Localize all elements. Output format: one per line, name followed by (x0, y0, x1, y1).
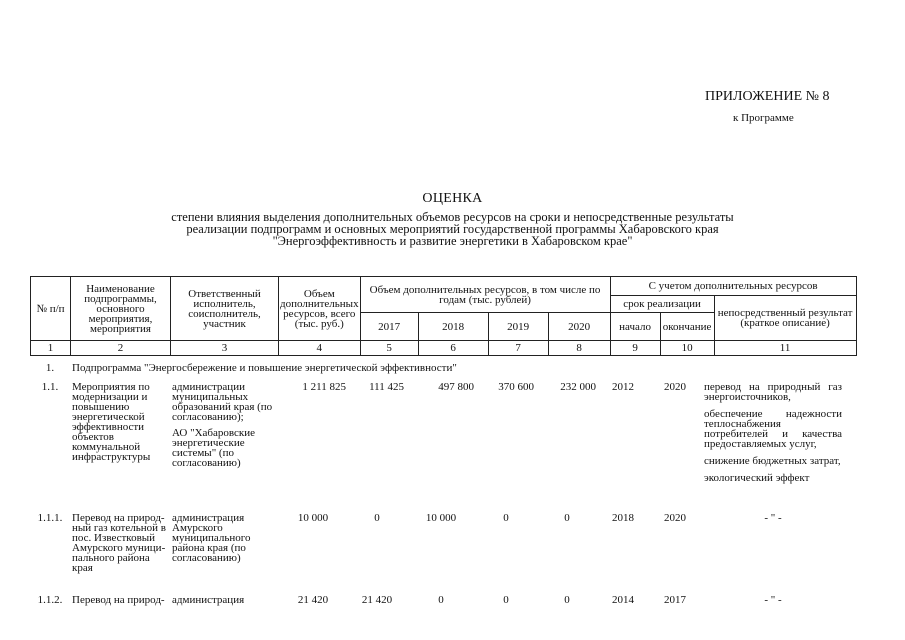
row-start: 2018 (612, 512, 634, 524)
row-start: 2012 (612, 381, 634, 393)
row-total: 1 211 825 (302, 381, 346, 393)
subtitle-line-1: степени влияния выделения дополнительных объемов ресурсов на сроки и непосредственные результаты (171, 210, 734, 224)
header-year-2019: 2019 (488, 313, 548, 341)
col-number: 1 (31, 341, 71, 356)
row-2020: 0 (564, 594, 570, 606)
row-2018: 10 000 (425, 512, 457, 524)
row-2020: 232 000 (560, 381, 596, 393)
col-number: 2 (71, 341, 171, 356)
row-number: 1.1. (41, 381, 59, 393)
header-col-result: непосредственный результат (краткое описание) (714, 296, 856, 341)
header-year-2017: 2017 (360, 313, 418, 341)
responsible-item: администрация Амурского муниципального района края (по согласованию) (172, 512, 251, 564)
subtitle-line-3: "Энергоэффективность и развитие энергетики в Хабаровском крае" (272, 234, 633, 248)
section-title: Подпрограмма "Энергосбережение и повышение энергетической эффективности" (72, 362, 457, 374)
header-col-num: № п/п (31, 277, 71, 341)
col-number: 8 (548, 341, 610, 356)
col-number: 10 (660, 341, 714, 356)
row-2017: 21 420 (361, 594, 393, 606)
row-end: 2020 (664, 381, 686, 393)
row-responsible: администрация (172, 594, 245, 606)
row-total: 21 420 (297, 594, 329, 606)
row-2017: 111 425 (369, 381, 404, 393)
row-number: 1.1.2. (37, 594, 63, 606)
col-number: 11 (714, 341, 856, 356)
document-title: ОЦЕНКА (422, 191, 483, 206)
row-name: Перевод на природ-ный газ котельной в пос. Известковый Амурского муници-пального района края (72, 512, 166, 574)
result-item: перевод на природный газ энергоисточников, (704, 381, 842, 403)
row-total: 10 000 (297, 512, 329, 524)
table-row (30, 513, 844, 595)
section-row (30, 363, 844, 382)
row-name: Мероприятия по модернизации и повышению энергетической эффективности объектов коммунальной инфраструктуры (72, 381, 151, 463)
col-number: 6 (418, 341, 488, 356)
row-responsible (170, 513, 278, 595)
responsible-item: администрации муниципальных образований края (по согласованию); (172, 381, 273, 423)
header-col-term-group: срок реализации (610, 296, 714, 313)
col-number: 3 (171, 341, 279, 356)
row-number: 1.1.1. (37, 512, 63, 524)
result-item: обеспечение надежности теплоснабжения потребителей и качества предоставляемых услуг, (704, 408, 842, 450)
header-year-2018: 2018 (418, 313, 488, 341)
appendix-label: ПРИЛОЖЕНИЕ № 8 (705, 89, 830, 104)
header-col-end: окончание (660, 313, 714, 341)
table-body (30, 363, 844, 609)
header-col-years-group: Объем дополнительных ресурсов, в том числе по годам (тыс. рублей) (360, 277, 610, 313)
table-header (30, 276, 857, 356)
col-number: 9 (610, 341, 660, 356)
row-2020: 0 (564, 512, 570, 524)
header-col-responsible: Ответственный исполнитель, соисполнитель, участник (171, 277, 279, 341)
row-result (702, 382, 844, 513)
header-col-start: начало (610, 313, 660, 341)
row-2019: 0 (503, 594, 509, 606)
row-2019: 370 600 (498, 381, 534, 393)
header-year-2020: 2020 (548, 313, 610, 341)
section-number: 1. (45, 362, 55, 374)
row-result: - " - (764, 512, 782, 524)
row-name: Перевод на природ- (72, 594, 165, 606)
row-end: 2017 (664, 594, 686, 606)
row-2017: 0 (374, 512, 380, 524)
document-subtitle (60, 211, 845, 247)
row-2019: 0 (503, 512, 509, 524)
row-2018: 0 (438, 594, 444, 606)
appendix-subtitle: к Программе (733, 112, 794, 124)
table-row (30, 595, 844, 609)
responsible-item: АО "Хабаровские энергетические системы" (по согласованию) (172, 427, 256, 469)
row-result: - " - (764, 594, 782, 606)
col-number: 4 (279, 341, 361, 356)
header-col-extra-group: С учетом дополнительных ресурсов (610, 277, 856, 296)
row-responsible (170, 382, 278, 513)
result-item: снижение бюджетных затрат, (704, 455, 841, 467)
row-2018: 497 800 (438, 381, 474, 393)
table-row (30, 382, 844, 513)
header-col-total: Объем дополнительных ресурсов, всего (тыс. руб.) (279, 277, 361, 341)
row-start: 2014 (612, 594, 634, 606)
result-item: экологический эффект (704, 472, 810, 484)
header-col-name: Наименование подпрограммы, основного мероприятия, мероприятия (71, 277, 171, 341)
row-end: 2020 (664, 512, 686, 524)
col-number: 7 (488, 341, 548, 356)
col-number: 5 (360, 341, 418, 356)
subtitle-line-2: реализации подпрограмм и основных мероприятий государственной программы Хабаровского края (186, 222, 719, 236)
